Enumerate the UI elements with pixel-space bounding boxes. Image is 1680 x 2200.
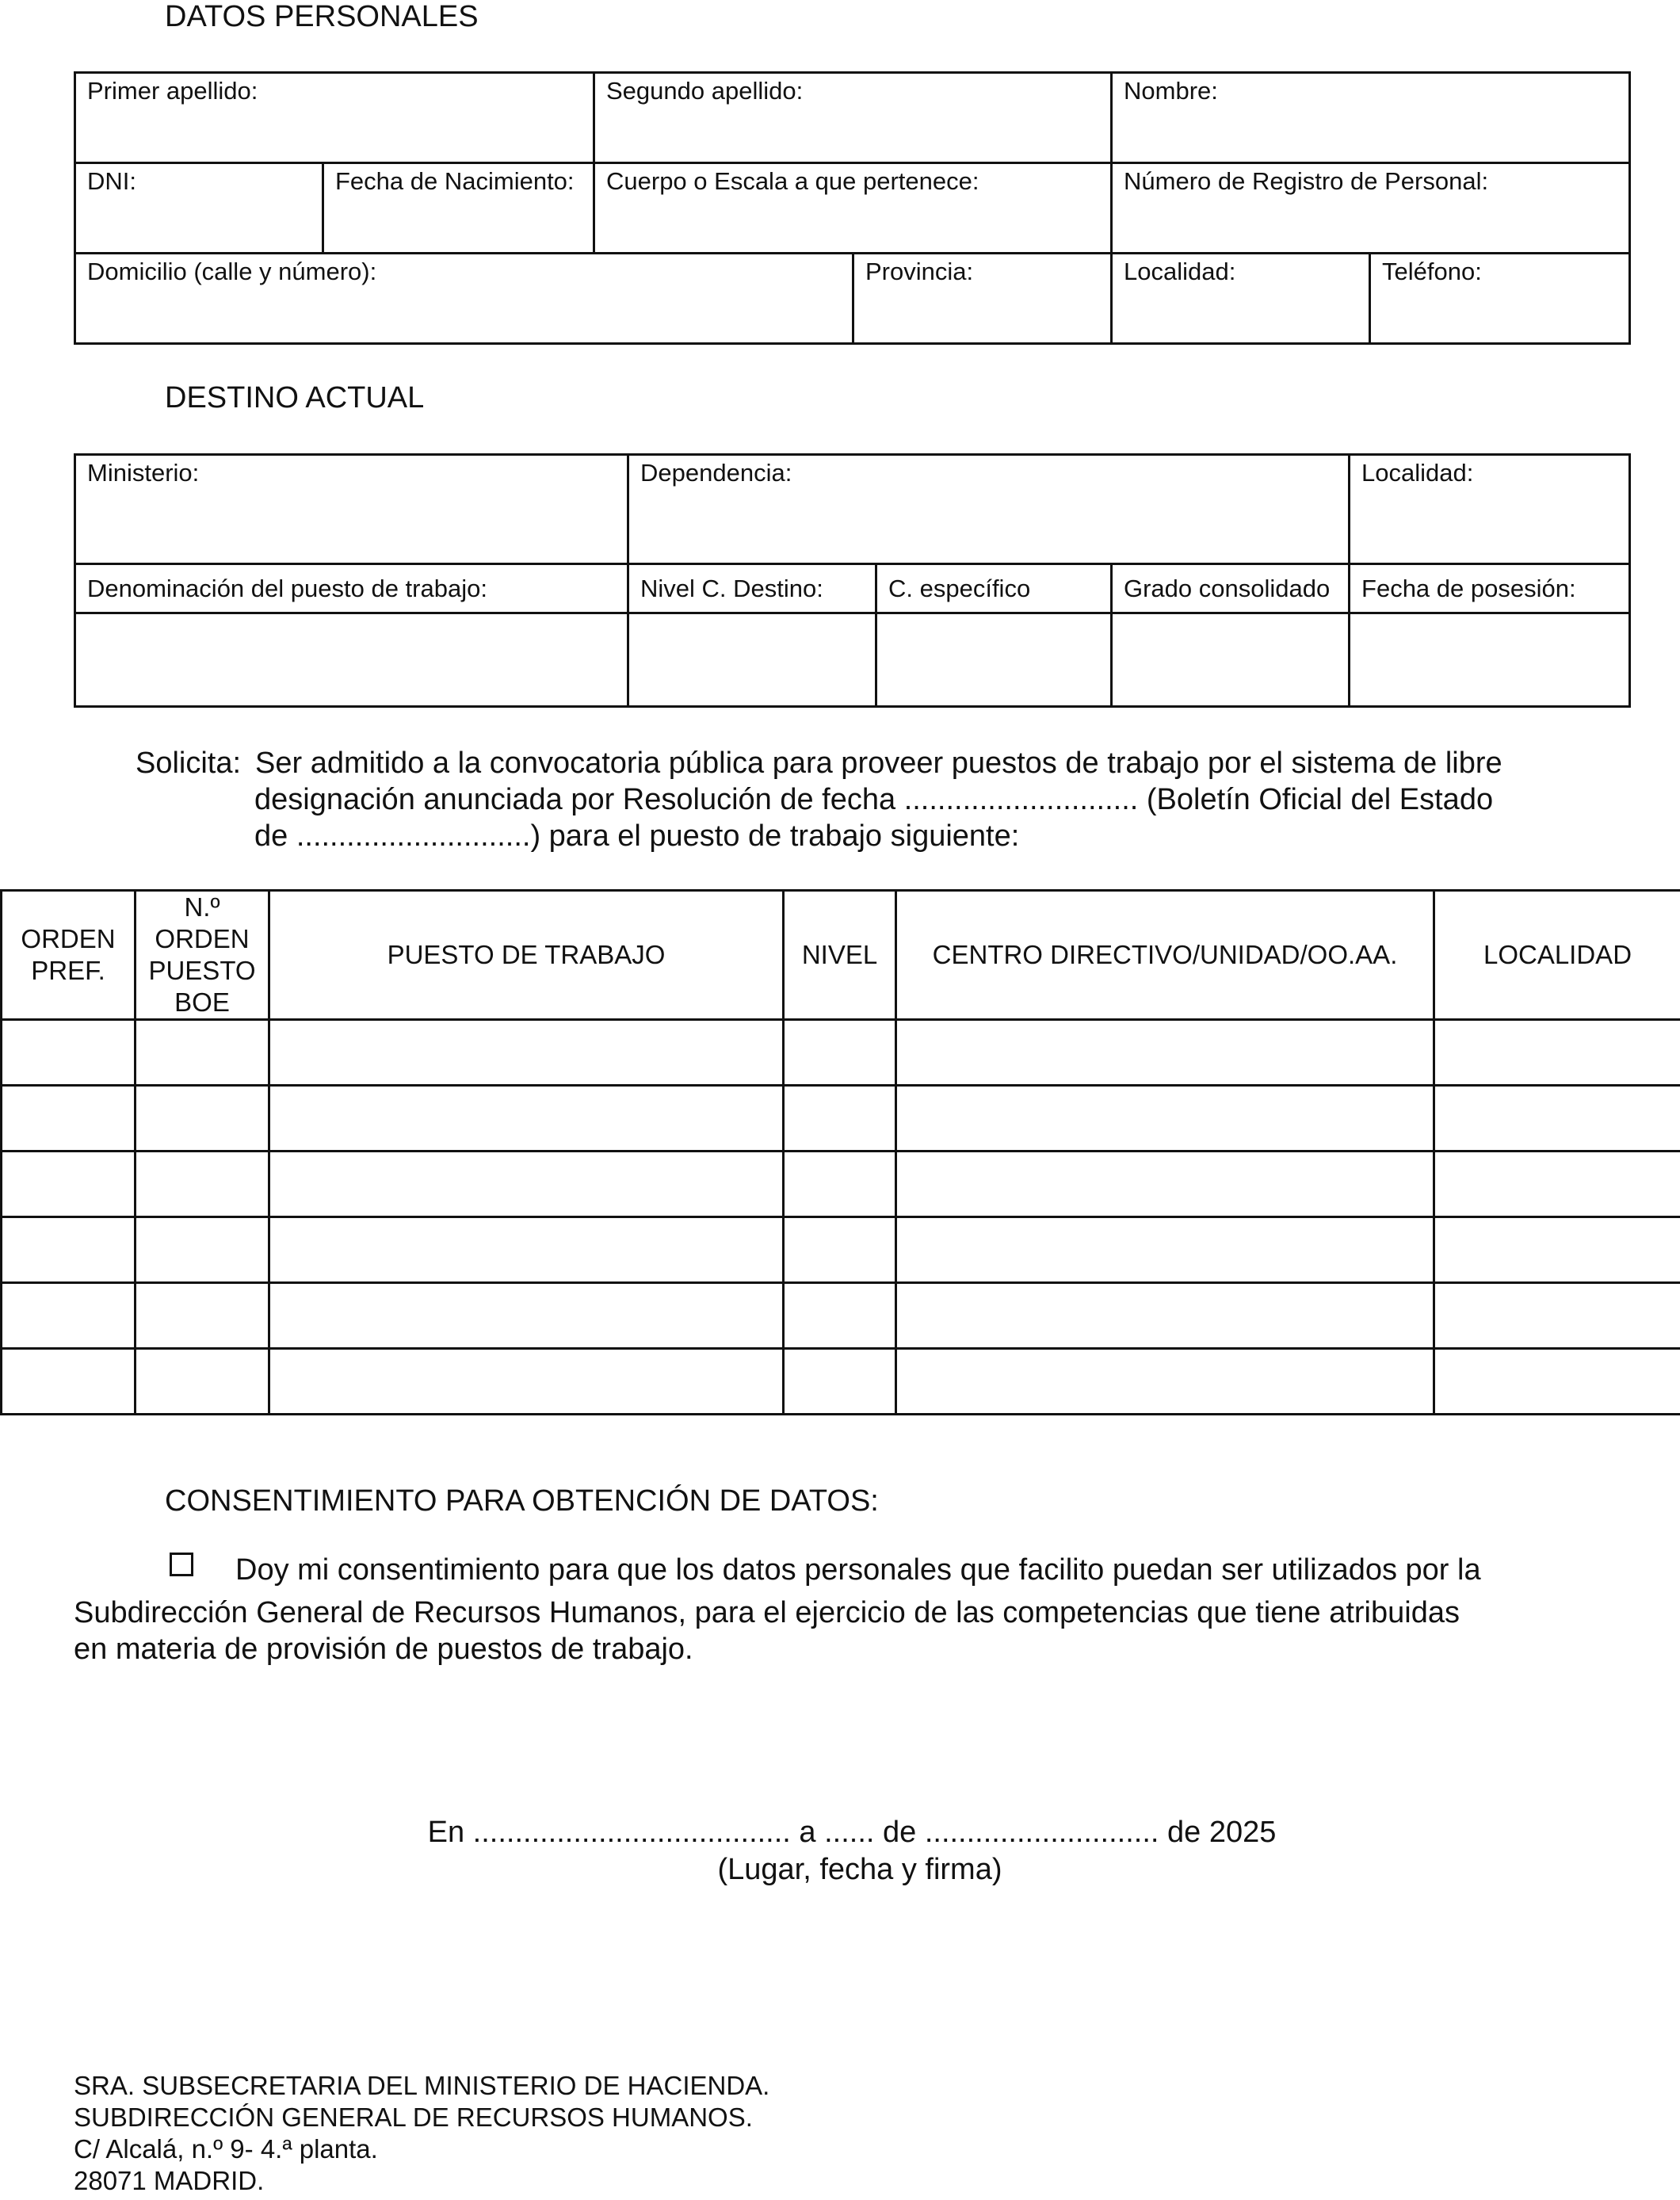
denominacion-input[interactable]	[75, 613, 628, 707]
cuerpo-escala-field[interactable]	[594, 163, 1112, 254]
fecha-nacimiento-field[interactable]	[323, 163, 594, 254]
table-cell[interactable]	[896, 1152, 1434, 1217]
table-cell[interactable]	[269, 1349, 784, 1415]
header-boe-line-3: PUESTO	[148, 956, 256, 985]
table-cell[interactable]	[784, 1217, 896, 1283]
nivel-label: Nivel C. Destino:	[640, 574, 823, 602]
especifico-label: C. específico	[888, 574, 1031, 602]
especifico-header	[876, 564, 1112, 613]
table-cell[interactable]	[136, 1217, 269, 1283]
header-boe-line-4: BOE	[174, 987, 230, 1017]
table-cell[interactable]	[784, 1020, 896, 1086]
header-boe-line-1: N.º	[184, 892, 220, 922]
signature-caption: (Lugar, fecha y firma)	[717, 1853, 1002, 1886]
nivel-input[interactable]	[628, 613, 876, 707]
address-block	[74, 2070, 769, 2197]
address-line-3: C/ Alcalá, n.º 9- 4.ª planta.	[74, 2134, 378, 2164]
localidad-field[interactable]	[1112, 254, 1370, 344]
personal-data-heading: DATOS PERSONALES	[165, 0, 479, 33]
table-cell[interactable]	[2, 1283, 136, 1349]
registro-personal-label: Número de Registro de Personal:	[1124, 167, 1489, 195]
table-cell[interactable]	[1434, 1283, 1680, 1349]
denominacion-header	[75, 564, 628, 613]
table-cell[interactable]	[1434, 1152, 1680, 1217]
consent-heading: CONSENTIMIENTO PARA OBTENCIÓN DE DATOS:	[165, 1484, 879, 1518]
table-cell[interactable]	[1434, 1349, 1680, 1415]
table-cell[interactable]	[269, 1152, 784, 1217]
primer-apellido-label: Primer apellido:	[87, 77, 258, 105]
personal-data-table	[74, 71, 1631, 345]
table-cell[interactable]	[1434, 1020, 1680, 1086]
grado-label: Grado consolidado	[1124, 574, 1331, 602]
table-row	[2, 1086, 1680, 1152]
table-row	[2, 1020, 1680, 1086]
fecha-posesion-input[interactable]	[1350, 613, 1630, 707]
table-cell[interactable]	[269, 1086, 784, 1152]
table-cell[interactable]	[136, 1349, 269, 1415]
table-cell[interactable]	[2, 1349, 136, 1415]
denominacion-label: Denominación del puesto de trabajo:	[87, 574, 487, 602]
destino-actual-table	[74, 453, 1631, 708]
nombre-label: Nombre:	[1124, 77, 1218, 105]
header-orden-pref	[2, 891, 136, 1020]
telefono-field[interactable]	[1370, 254, 1630, 344]
solicita-line-2: designación anunciada por Resolución de fecha ............................ (Boletín Oficial del Estado	[254, 783, 1494, 816]
table-cell[interactable]	[784, 1086, 896, 1152]
primer-apellido-field[interactable]	[75, 73, 594, 163]
address-line-4: 28071 MADRID.	[74, 2166, 265, 2195]
segundo-apellido-label: Segundo apellido:	[606, 77, 804, 105]
domicilio-field[interactable]	[75, 254, 853, 344]
signature-line: En ...................................... a ...... de ............................ de 2025	[427, 1816, 1277, 1849]
table-cell[interactable]	[784, 1283, 896, 1349]
dependencia-label: Dependencia:	[640, 459, 792, 487]
header-orden-line-1: ORDEN	[21, 924, 116, 953]
consent-line-3: en materia de provisión de puestos de trabajo.	[74, 1633, 693, 1666]
table-cell[interactable]	[2, 1020, 136, 1086]
address-line-1: SRA. SUBSECRETARIA DEL MINISTERIO DE HACIENDA.	[74, 2071, 770, 2100]
segundo-apellido-field[interactable]	[594, 73, 1112, 163]
grado-input[interactable]	[1112, 613, 1350, 707]
table-cell[interactable]	[896, 1217, 1434, 1283]
destino-localidad-label: Localidad:	[1361, 459, 1474, 487]
telefono-label: Teléfono:	[1382, 258, 1482, 285]
table-row	[2, 1283, 1680, 1349]
table-cell[interactable]	[269, 1283, 784, 1349]
domicilio-label: Domicilio (calle y número):	[87, 258, 377, 285]
table-cell[interactable]	[136, 1086, 269, 1152]
grado-header	[1112, 564, 1350, 613]
ministerio-field[interactable]	[75, 455, 628, 564]
solicita-line-1: Ser admitido a la convocatoria pública para proveer puestos de trabajo por el sistema de libre	[255, 747, 1502, 780]
table-cell[interactable]	[2, 1217, 136, 1283]
cuerpo-escala-label: Cuerpo o Escala a que pertenece:	[606, 167, 979, 195]
consent-line-2: Subdirección General de Recursos Humanos, para el ejercicio de las competencias que tiene atribuidas	[74, 1596, 1460, 1629]
header-orden-boe	[136, 891, 269, 1020]
provincia-field[interactable]	[853, 254, 1112, 344]
ministerio-label: Ministerio:	[87, 459, 200, 487]
dni-label: DNI:	[87, 167, 136, 195]
table-cell[interactable]	[1434, 1086, 1680, 1152]
fecha-posesion-header	[1350, 564, 1630, 613]
table-cell[interactable]	[136, 1152, 269, 1217]
table-cell[interactable]	[896, 1020, 1434, 1086]
header-puesto: PUESTO DE TRABAJO	[269, 891, 784, 1020]
table-cell[interactable]	[269, 1217, 784, 1283]
table-cell[interactable]	[896, 1283, 1434, 1349]
table-cell[interactable]	[896, 1349, 1434, 1415]
table-row	[2, 1217, 1680, 1283]
header-orden-line-2: PREF.	[31, 956, 105, 985]
table-cell[interactable]	[784, 1349, 896, 1415]
nombre-field[interactable]	[1112, 73, 1630, 163]
destino-localidad-field[interactable]	[1350, 455, 1630, 564]
table-cell[interactable]	[269, 1020, 784, 1086]
header-localidad: LOCALIDAD	[1434, 891, 1680, 1020]
provincia-label: Provincia:	[865, 258, 974, 285]
table-cell[interactable]	[784, 1152, 896, 1217]
dni-field[interactable]	[75, 163, 323, 254]
registro-personal-field[interactable]	[1112, 163, 1630, 254]
table-cell[interactable]	[896, 1086, 1434, 1152]
nivel-header	[628, 564, 876, 613]
address-line-2: SUBDIRECCIÓN GENERAL DE RECURSOS HUMANOS.	[74, 2103, 753, 2132]
fecha-posesion-label: Fecha de posesión:	[1361, 574, 1576, 602]
consent-checkbox-icon[interactable]	[170, 1553, 193, 1576]
dependencia-field[interactable]	[628, 455, 1350, 564]
localidad-label: Localidad:	[1124, 258, 1236, 285]
table-cell[interactable]	[136, 1283, 269, 1349]
table-cell[interactable]	[1434, 1217, 1680, 1283]
destino-actual-heading: DESTINO ACTUAL	[165, 381, 425, 414]
header-nivel: NIVEL	[784, 891, 896, 1020]
fecha-nacimiento-label: Fecha de Nacimiento:	[335, 167, 575, 195]
header-centro: CENTRO DIRECTIVO/UNIDAD/OO.AA.	[896, 891, 1434, 1020]
table-row	[2, 1349, 1680, 1415]
table-cell[interactable]	[2, 1086, 136, 1152]
table-row	[2, 1152, 1680, 1217]
solicita-label: Solicita:	[136, 747, 242, 780]
table-cell[interactable]	[136, 1020, 269, 1086]
especifico-input[interactable]	[876, 613, 1112, 707]
preferences-table	[0, 889, 1680, 1415]
consent-line-1: Doy mi consentimiento para que los datos personales que facilito puedan ser utilizados por la	[235, 1553, 1481, 1587]
solicita-line-3: de ............................) para el puesto de trabajo siguiente:	[254, 819, 1020, 853]
table-cell[interactable]	[2, 1152, 136, 1217]
header-boe-line-2: ORDEN	[155, 924, 250, 953]
